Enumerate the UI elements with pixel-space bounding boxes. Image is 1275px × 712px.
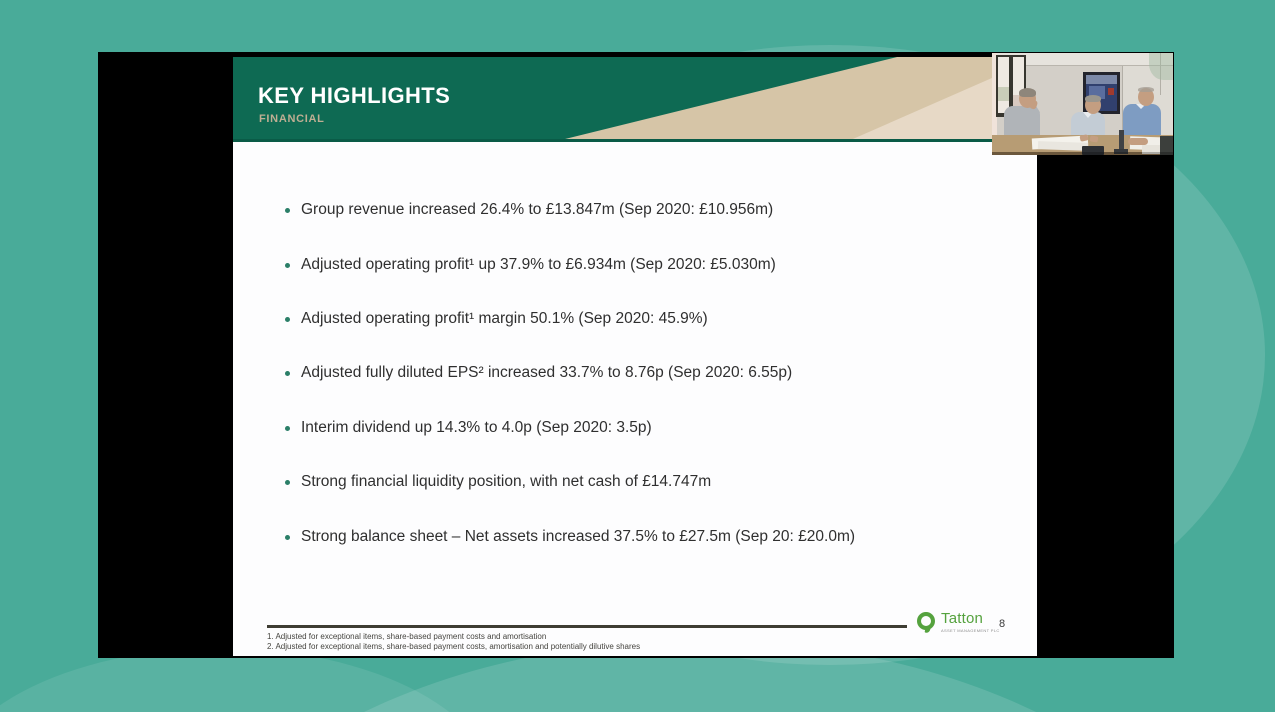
bullet-dot-icon [285, 208, 290, 213]
header-bottom-rule [233, 139, 1037, 142]
bullet-text: Adjusted fully diluted EPS² increased 33.7% to 8.76p (Sep 2020: 6.55p) [301, 364, 793, 382]
person-right-head [1138, 88, 1154, 106]
video-player-area[interactable] [98, 52, 1174, 658]
bullet-text: Group revenue increased 26.4% to £13.847m (Sep 2020: £10.956m) [301, 201, 774, 219]
bullet-dot-icon [285, 426, 290, 431]
person-right-hair [1138, 87, 1154, 92]
logo-text-column [941, 610, 1000, 633]
picture-art [1108, 88, 1114, 95]
person-center-hand [1090, 135, 1099, 142]
footnote-separator-rule [267, 625, 907, 628]
picture-art [1086, 75, 1117, 84]
bullet-text: Interim dividend up 14.3% to 4.0p (Sep 2020: 3.5p) [301, 418, 652, 436]
tatton-logo [917, 610, 1000, 633]
bullet-dot-icon [285, 480, 290, 485]
presentation-slide [233, 57, 1037, 656]
bullet-item [285, 401, 1011, 455]
bullet-text: Strong financial liquidity position, with net cash of £14.747m [301, 473, 712, 491]
bullet-item [285, 455, 1011, 509]
bullet-item [285, 509, 1011, 563]
bullet-item [285, 346, 1011, 400]
logo-subtext: ASSET MANAGEMENT PLC [941, 628, 1000, 633]
table-microphone [1119, 130, 1124, 151]
bullet-dot-icon [285, 535, 290, 540]
person-center-hair [1085, 95, 1101, 102]
logo-name: Tatton [941, 610, 984, 627]
bullet-item [285, 237, 1011, 291]
footnote-2: 2. Adjusted for exceptional items, share-based payment costs, amortisation and potentially dilutive shares [267, 641, 641, 651]
bullet-text: Adjusted operating profit¹ up 37.9% to £6.934m (Sep 2020: £5.030m) [301, 255, 776, 273]
bullet-list [285, 183, 1011, 564]
slide-header-band [233, 57, 1037, 142]
person-center-head [1085, 96, 1101, 114]
bullet-item [285, 292, 1011, 346]
footnote-1: 1. Adjusted for exceptional items, share-based payment costs and amortisation [267, 632, 547, 641]
bullet-item [285, 183, 1011, 237]
webcam-feed [992, 53, 1173, 155]
footnotes [267, 632, 640, 651]
window-pane [998, 57, 1009, 113]
table-papers [1038, 141, 1088, 151]
bullet-dot-icon [285, 371, 290, 376]
bullet-text: Adjusted operating profit¹ margin 50.1% (Sep 2020: 45.9%) [301, 309, 708, 327]
bullet-dot-icon [285, 317, 290, 322]
table-shadow [992, 152, 1173, 155]
window-reflection [998, 87, 1009, 101]
bullet-text: Strong balance sheet – Net assets increased 37.5% to £27.5m (Sep 20: £20.0m) [301, 527, 856, 545]
slide-title: KEY HIGHLIGHTS [258, 83, 451, 108]
slide-subtitle: FINANCIAL [259, 113, 325, 125]
person-left-hair [1019, 88, 1036, 97]
bullet-dot-icon [285, 263, 290, 268]
tatton-logo-icon [917, 612, 937, 632]
slide-page-number: 8 [999, 618, 1006, 630]
logo-stem-shape [925, 628, 931, 634]
person-right-arms [1128, 138, 1148, 145]
